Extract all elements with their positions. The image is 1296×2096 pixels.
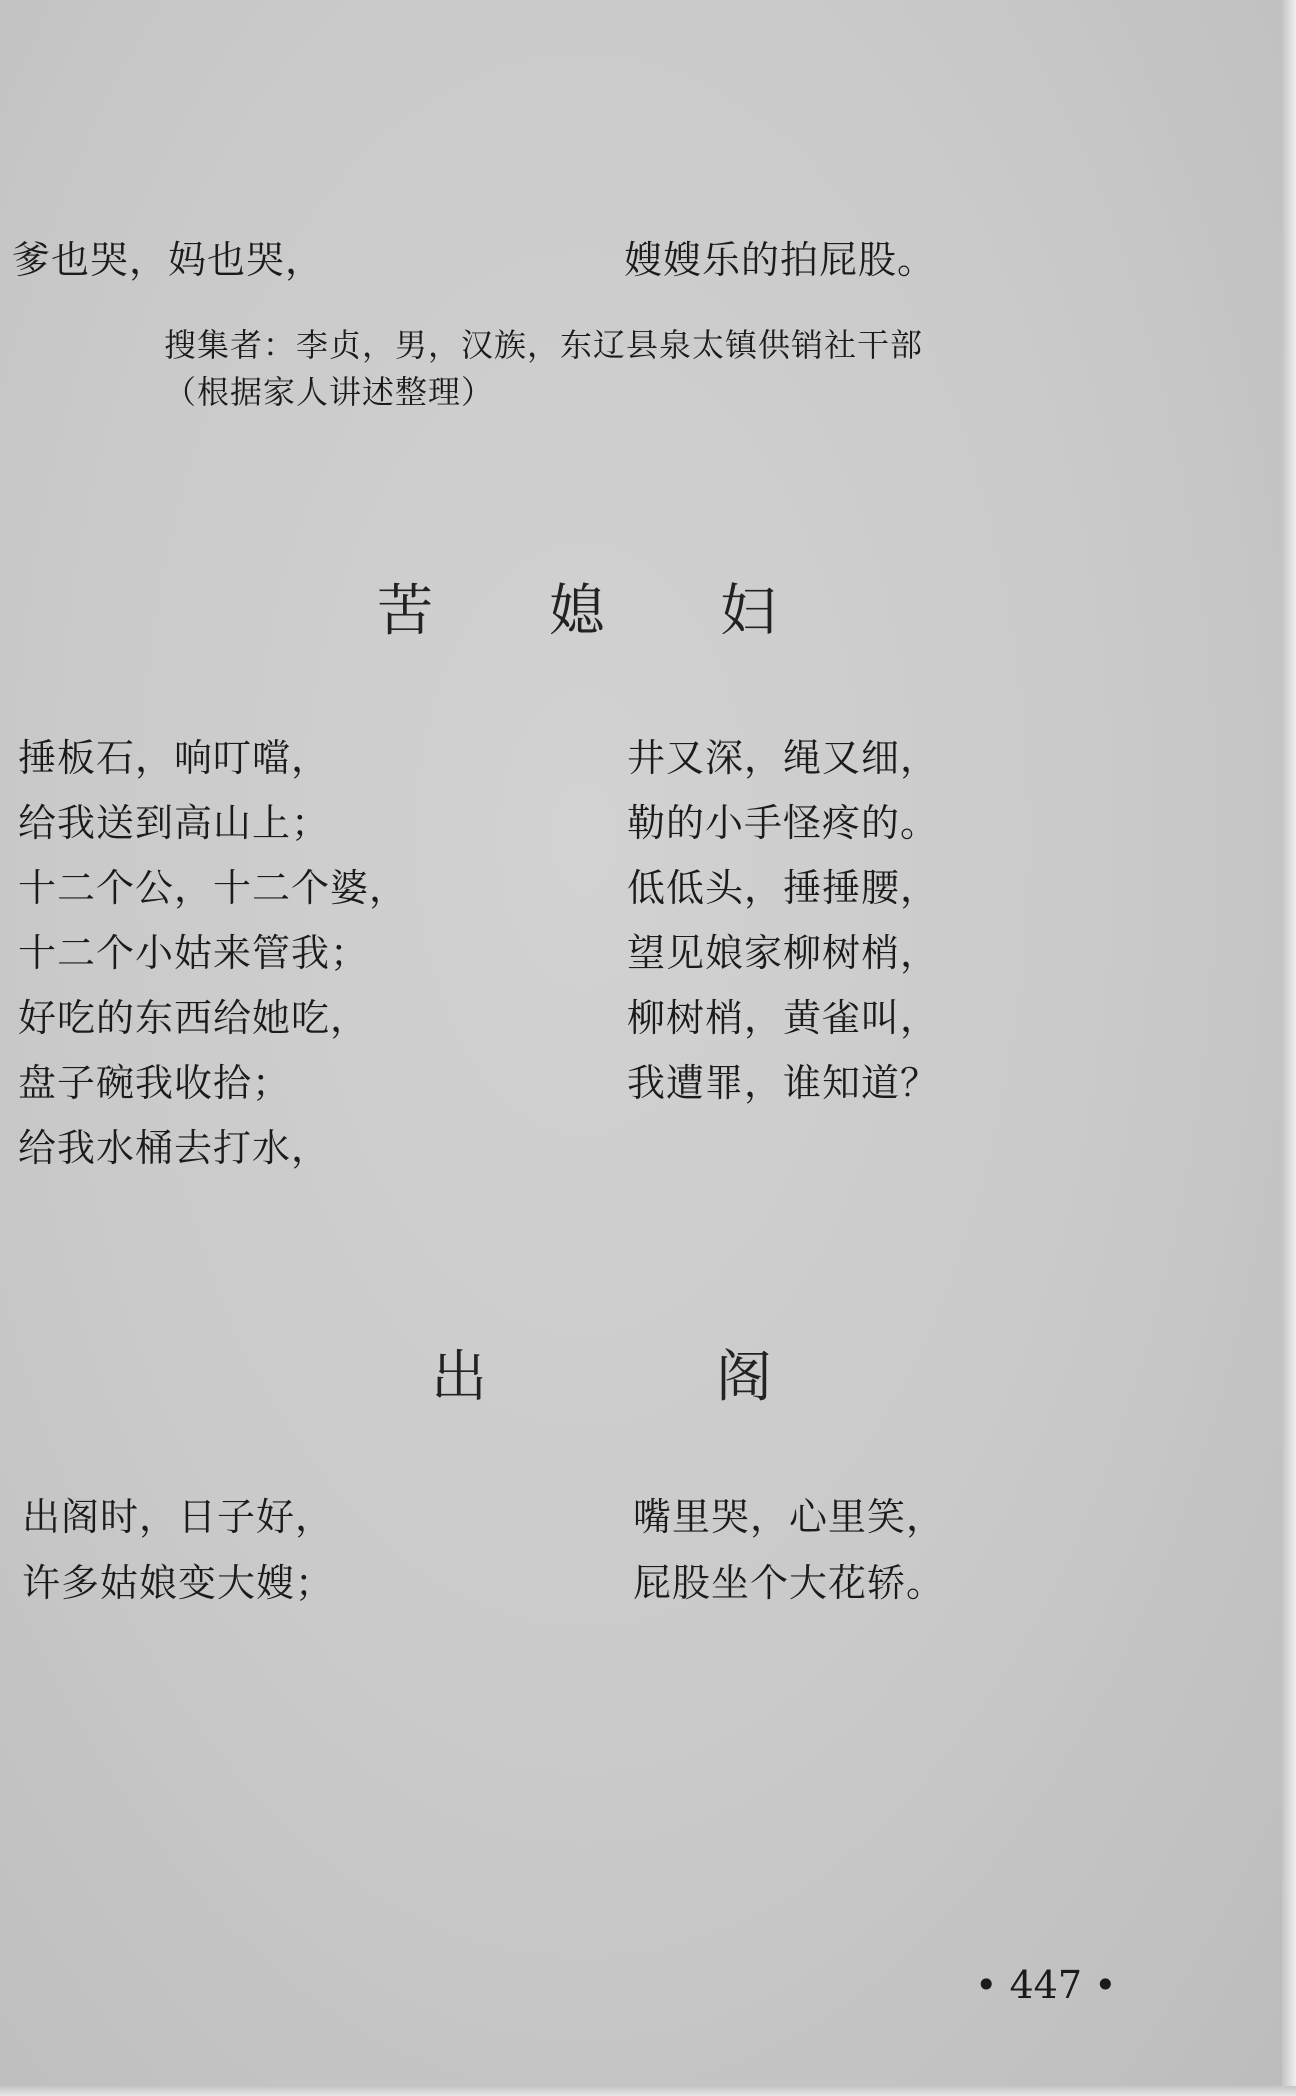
poem-line: 十二个公，十二个婆，	[18, 866, 409, 910]
page-number: • 447 •	[975, 1963, 1117, 2007]
poem-line: 出阁时，日子好，	[22, 1495, 335, 1539]
poem-line: 低低头，捶捶腰，	[627, 866, 940, 910]
page-edge-right	[1282, 0, 1296, 2096]
poem-title-char: 出	[431, 1345, 487, 1410]
top-couplet-right: 嫂嫂乐的拍屁股。	[624, 238, 937, 282]
poem-line: 柳树梢，黄雀叫，	[627, 996, 940, 1040]
poem-line: 十二个小姑来管我；	[18, 931, 370, 975]
poem-title-char: 阁	[716, 1345, 772, 1410]
poem-line: 我遭罪，谁知道？	[627, 1061, 940, 1105]
page-edge-bottom	[0, 2086, 1296, 2096]
poem-line: 勒的小手怪疼的。	[627, 801, 940, 845]
poem-line: 给我水桶去打水，	[18, 1126, 331, 1170]
poem-line: 嘴里哭，心里笑，	[633, 1495, 946, 1539]
poem-line: 望见娘家柳树梢，	[627, 931, 940, 975]
poem-line: 井又深，绳又细，	[627, 736, 940, 780]
poem-line: 给我送到高山上；	[18, 801, 331, 845]
poem-line: 许多姑娘变大嫂；	[22, 1561, 335, 1605]
collector-credit: 搜集者：李贞，男，汉族，东辽县泉太镇供销社干部	[164, 326, 924, 364]
poem-line: 好吃的东西给她吃，	[18, 996, 370, 1040]
collector-note: （根据家人讲述整理）	[164, 373, 495, 411]
poem-title-char: 媳	[549, 579, 605, 644]
top-couplet-left: 爹也哭，妈也哭，	[12, 238, 325, 282]
poem-line: 盘子碗我收拾；	[18, 1061, 292, 1105]
poem-title-char: 妇	[720, 579, 776, 644]
poem-line: 屁股坐个大花轿。	[633, 1561, 946, 1605]
poem-line: 捶板石，响叮噹，	[18, 736, 331, 780]
poem-title-char: 苦	[377, 579, 433, 644]
